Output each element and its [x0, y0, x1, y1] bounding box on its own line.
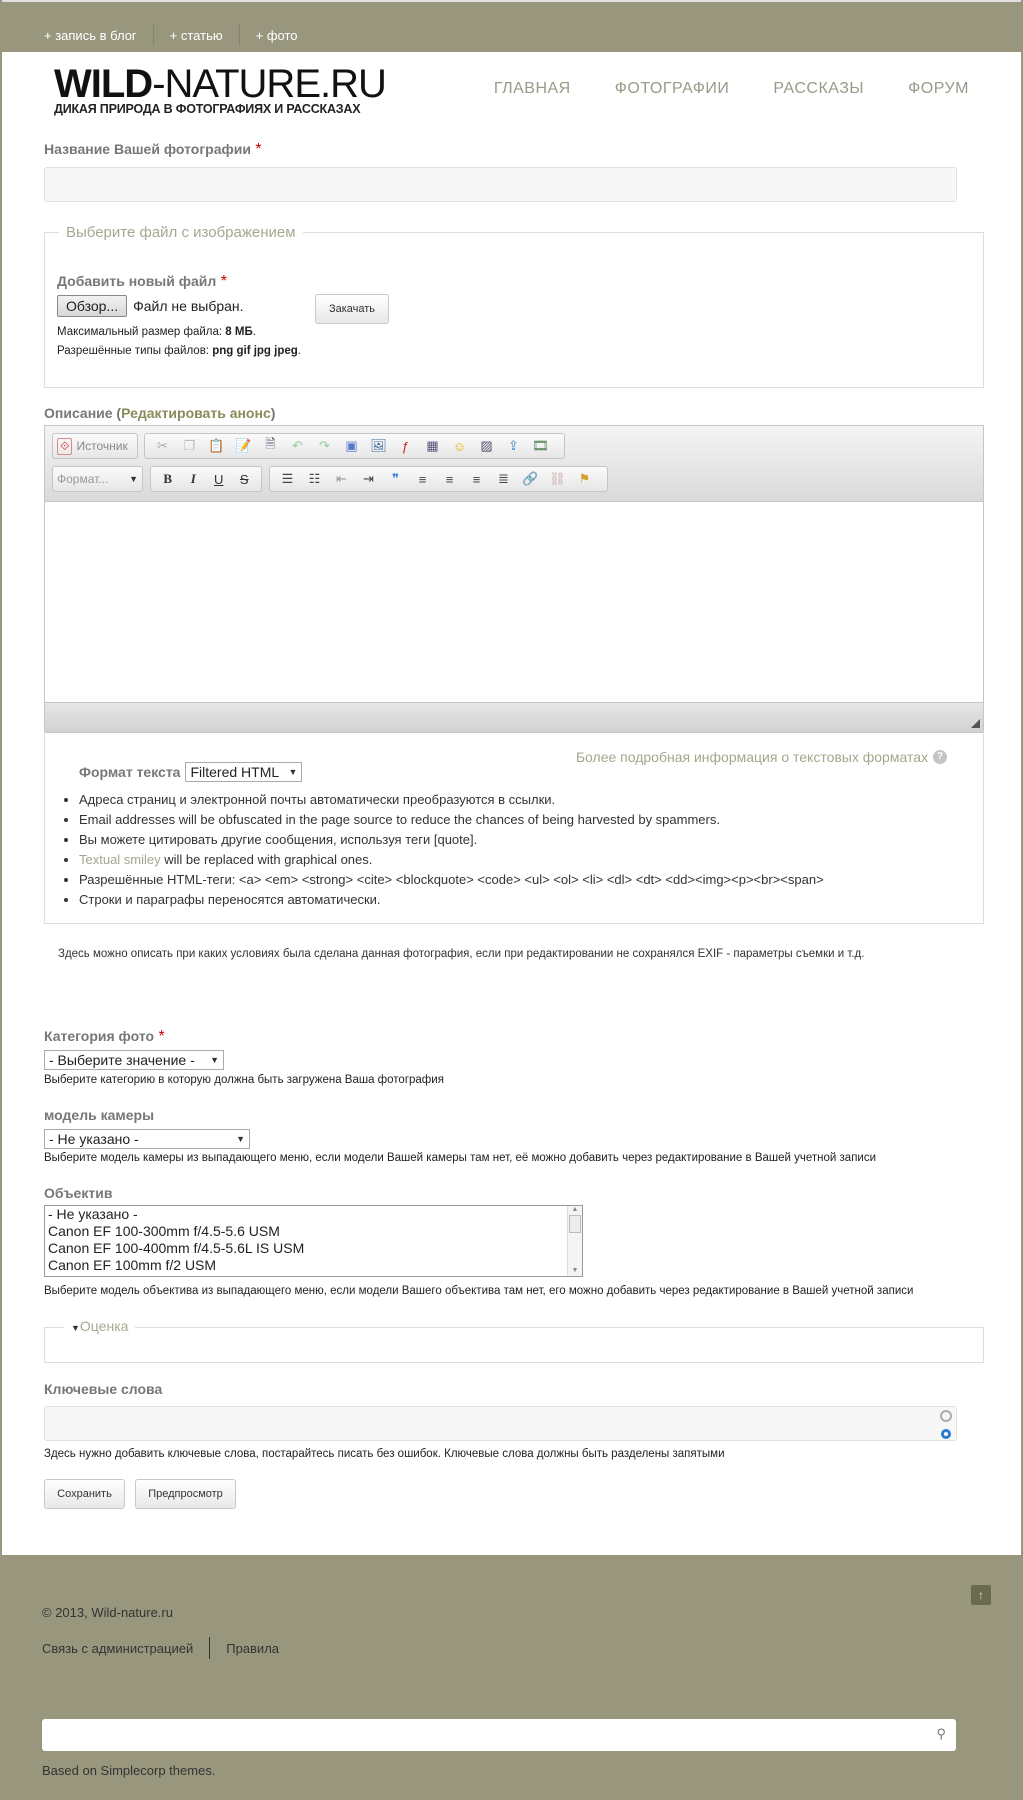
- caret-down-icon: ▼: [71, 1323, 80, 1333]
- title-input[interactable]: [44, 167, 957, 202]
- keywords-input[interactable]: [44, 1406, 957, 1441]
- footer-search: [42, 1719, 956, 1751]
- camera-hint: Выберите модель камеры из выпадающего меню, если модели Вашей камеры там нет, её можно добавить через редактирование в Вашей учетной записи: [44, 1152, 877, 1164]
- camera-label: модель камеры: [44, 1107, 155, 1123]
- format-tip: • Адреса страниц и электронной почты автоматически преобразуются в ссылки.: [79, 790, 824, 810]
- file-fieldset-legend: Выберите файл с изображением: [59, 224, 303, 241]
- add-file-label: Добавить новый файл *: [57, 273, 227, 290]
- required-mark: *: [255, 141, 262, 158]
- contact-admin-link[interactable]: Связь с администрацией: [42, 1640, 194, 1656]
- format-tip: • Строки и параграфы переносятся автоматически.: [79, 890, 824, 910]
- source-icon: ⟐: [57, 438, 72, 455]
- site-logo[interactable]: [54, 64, 386, 116]
- search-icon[interactable]: ⚲: [936, 1726, 946, 1741]
- toolbar-group-basic: [150, 466, 262, 492]
- keywords-hint: Здесь нужно добавить ключевые слова, постарайтесь писать без ошибок. Ключевые слова должны быть разделены запятыми: [44, 1448, 725, 1460]
- flash-icon[interactable]: ƒ: [401, 438, 410, 454]
- chevron-down-icon: ▼: [129, 474, 138, 484]
- upload-button[interactable]: Закачать: [315, 294, 389, 324]
- editor-content-area[interactable]: [45, 502, 983, 702]
- theme-credit: Based on Simplecorp themes.: [42, 1763, 216, 1778]
- cut-icon[interactable]: ✂: [157, 438, 168, 453]
- description-hint: Здесь можно описать при каких условиях была сделана данная фотография, если при редактировании не сохранялся EXIF - параметры съемки и т.д.: [58, 948, 865, 960]
- edit-summary-link[interactable]: Редактировать анонс: [121, 405, 271, 421]
- title-label: Название Вашей фотографии *: [44, 141, 262, 158]
- chevron-down-icon: ▼: [288, 767, 298, 777]
- undo-icon[interactable]: ↶: [292, 438, 303, 453]
- link-icon[interactable]: 🔗: [522, 471, 539, 486]
- format-dropdown[interactable]: Формат... ▼: [52, 466, 143, 492]
- scroll-up-icon[interactable]: ▲: [571, 1206, 579, 1213]
- logo-title-bold: WILD: [54, 62, 153, 106]
- chevron-down-icon: ▼: [210, 1055, 219, 1065]
- align-center-icon[interactable]: ≡: [445, 471, 454, 487]
- scroll-thumb[interactable]: [569, 1215, 581, 1233]
- table-icon[interactable]: ▦: [426, 438, 439, 453]
- preview-button[interactable]: Предпросмотр: [135, 1479, 236, 1509]
- search-input[interactable]: [42, 1719, 922, 1751]
- lens-option[interactable]: Canon EF 100-300mm f/4.5-5.6 USM: [48, 1223, 280, 1239]
- editor-statusbar: [45, 702, 983, 732]
- help-icon[interactable]: ?: [933, 750, 947, 764]
- back-to-top-button[interactable]: [971, 1585, 991, 1605]
- nav-home[interactable]: ГЛАВНАЯ: [493, 80, 571, 97]
- save-button[interactable]: Сохранить: [44, 1479, 125, 1509]
- divider: [239, 24, 240, 46]
- numbered-list-icon[interactable]: ☰: [281, 471, 294, 486]
- resize-handle-icon[interactable]: [971, 719, 980, 728]
- text-formats-info-link[interactable]: Более подробная информация о текстовых форматах: [575, 749, 928, 765]
- smiley-icon[interactable]: ☺: [452, 438, 467, 454]
- lens-option[interactable]: Canon EF 100-400mm f/4.5-5.6L IS USM: [48, 1240, 305, 1256]
- lens-option[interactable]: - Не указано -: [48, 1206, 138, 1222]
- add-photo-link[interactable]: + фото: [255, 27, 298, 43]
- category-label: Категория фото *: [44, 1028, 165, 1045]
- unlink-icon[interactable]: ⛓: [549, 471, 566, 486]
- keywords-label: Ключевые слова: [44, 1381, 163, 1397]
- copyright: © 2013, Wild-nature.ru: [42, 1605, 173, 1620]
- scroll-down-icon[interactable]: ▼: [571, 1267, 579, 1274]
- chevron-down-icon: ▼: [236, 1134, 245, 1144]
- quick-add-links: [44, 24, 298, 46]
- divider: [209, 1637, 210, 1659]
- rating-fieldset: [44, 1327, 984, 1363]
- format-tip: • Разрешённые HTML-теги: <a> <em> <strong> <cite> <blockquote> <code> <ul> <ol> <li> <dl> <dt> <dd><img><p><br><span>: [79, 870, 824, 890]
- nav-forum[interactable]: ФОРУМ: [908, 80, 969, 97]
- lens-listbox[interactable]: [44, 1205, 583, 1277]
- indent-icon[interactable]: ⇥: [363, 471, 374, 486]
- footer: [2, 1555, 1021, 1800]
- video-icon[interactable]: 🎞: [532, 438, 549, 453]
- image-icon[interactable]: 🖼: [370, 438, 387, 453]
- align-left-icon[interactable]: ≡: [418, 471, 427, 487]
- main-nav: [494, 80, 969, 98]
- blockquote-icon[interactable]: ❞: [392, 471, 399, 486]
- lens-scrollbar[interactable]: [567, 1206, 582, 1276]
- logo-title-rest: -NATURE.RU: [152, 62, 386, 106]
- camera-select[interactable]: - Не указано - ▼: [44, 1129, 250, 1149]
- anchor-icon[interactable]: ⚑: [578, 471, 591, 486]
- file-picker: [57, 295, 244, 317]
- upload-icon[interactable]: ⇪: [508, 438, 519, 453]
- text-format-box: [44, 732, 984, 924]
- add-blog-post-link[interactable]: + запись в блог: [44, 27, 137, 43]
- toolbar-group-insert: [144, 433, 565, 459]
- nav-stories[interactable]: РАССКАЗЫ: [773, 80, 865, 97]
- browse-button[interactable]: Обзор...: [57, 295, 127, 317]
- format-tip: • Вы можете цитировать другие сообщения, используя теги [quote].: [79, 830, 824, 850]
- rich-text-editor: [44, 425, 984, 733]
- paste-text-icon[interactable]: 📝: [235, 438, 252, 453]
- max-size-note: Максимальный размер файла: 8 МБ.: [57, 326, 256, 338]
- editor-toolbar: [45, 426, 983, 502]
- rating-legend[interactable]: ▼Оценка: [64, 1318, 135, 1334]
- nav-photos[interactable]: ФОТОГРАФИИ: [614, 80, 730, 97]
- autocomplete-status-icon: [940, 1410, 952, 1422]
- italic-button[interactable]: I: [190, 471, 196, 486]
- textual-smiley-link[interactable]: Textual smiley: [79, 852, 161, 867]
- lens-option[interactable]: Canon EF 100mm f/2 USM: [48, 1257, 217, 1273]
- lens-hint: Выберите модель объектива из выпадающего меню, если модели Вашего объектива там нет, его можно добавить через редактирование в Вашей учетной записи: [44, 1285, 914, 1297]
- description-label: Описание (Редактировать анонс): [44, 405, 276, 421]
- rules-link[interactable]: Правила: [226, 1640, 280, 1656]
- paste-word-icon[interactable]: 🗎: [265, 436, 276, 451]
- bulleted-list-icon[interactable]: ☷: [308, 471, 321, 486]
- bold-button[interactable]: B: [163, 471, 173, 486]
- logo-tagline: ДИКАЯ ПРИРОДА В ФОТОГРАФИЯХ И РАССКАЗАХ: [54, 102, 361, 116]
- source-button[interactable]: ⟐ Источник: [52, 433, 138, 459]
- divider: [153, 24, 154, 46]
- top-bar: [2, 0, 1021, 52]
- autocomplete-throbber-icon: [941, 1429, 951, 1439]
- strike-button[interactable]: S: [239, 471, 249, 487]
- justify-icon[interactable]: ≣: [498, 471, 509, 486]
- select-all-icon[interactable]: ▣: [345, 438, 358, 453]
- text-format-select[interactable]: Filtered HTML ▼: [185, 762, 302, 782]
- arrow-up-icon: ↑: [978, 1588, 984, 1602]
- outdent-icon[interactable]: ⇤: [336, 471, 347, 486]
- category-select[interactable]: - Выберите значение - ▼: [44, 1050, 224, 1070]
- text-format-label: Формат текста: [79, 764, 181, 780]
- copy-icon[interactable]: ❐: [183, 438, 196, 453]
- add-article-link[interactable]: + статью: [169, 27, 223, 43]
- gallery-icon[interactable]: ▨: [480, 438, 493, 453]
- lens-label: Объектив: [44, 1185, 113, 1201]
- category-hint: Выберите категорию в которую должна быть загружена Ваша фотография: [44, 1074, 444, 1086]
- paste-icon[interactable]: 📋: [208, 438, 225, 453]
- align-right-icon[interactable]: ≡: [472, 471, 481, 487]
- format-tip: • Email addresses will be obfuscated in the page source to reduce the chances of being harvested by spammers.: [79, 810, 824, 830]
- no-file-text: Файл не выбран.: [133, 298, 244, 314]
- footer-links: [42, 1637, 279, 1659]
- underline-button[interactable]: U: [214, 471, 224, 487]
- allowed-types-note: Разрешённые типы файлов: png gif jpg jpeg.: [57, 345, 301, 357]
- redo-icon[interactable]: ↷: [319, 438, 330, 453]
- toolbar-group-paragraph: [269, 466, 608, 492]
- text-format-tips: [45, 790, 824, 910]
- format-tip: • Textual smiley will be replaced with graphical ones.: [79, 850, 824, 870]
